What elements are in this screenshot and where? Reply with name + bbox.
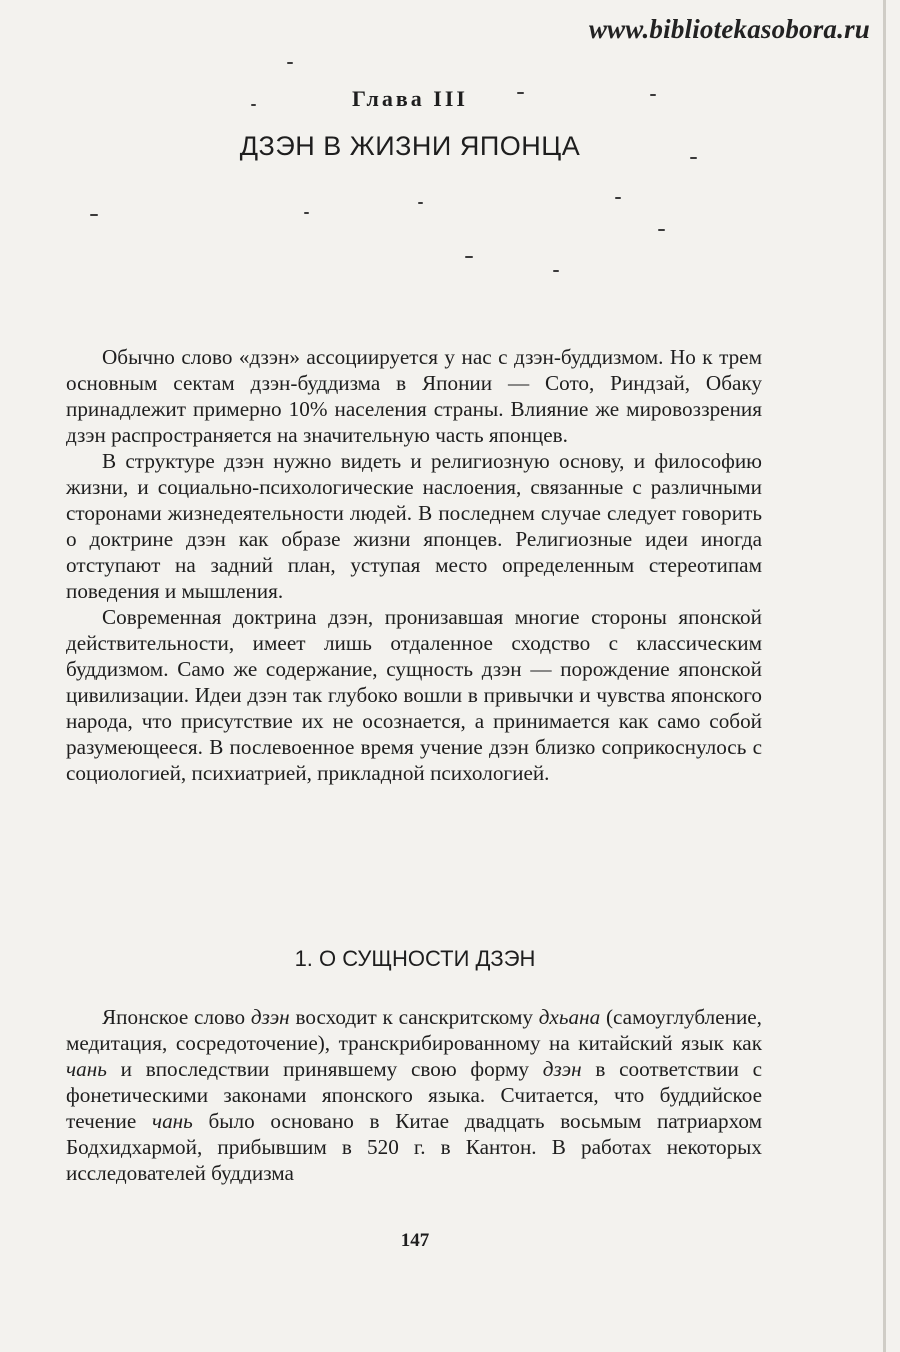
scan-speck [465, 256, 473, 258]
italic-term: чань [66, 1057, 107, 1081]
paragraph: Современная доктрина дзэн, пронизавшая многие стороны японской действительности, имеет лишь отдаленное сходство с классическим буддизмом. Само же содержание, сущность дзэн — порождение японской цивилизации. Идеи дзэн так глубоко вошли в привычки и чувства японского народа, что присутствие их не осознается, а принимается как само собой разумеющееся. В послевоенное время учение дзэн близко соприкоснулось с социологией, психиатрией, прикладной психологией. [66, 605, 762, 785]
paragraph [66, 1004, 762, 1186]
text-run: Японское слово [102, 1005, 251, 1029]
chapter-label: Глава III [352, 86, 468, 111]
italic-term: чань [151, 1109, 193, 1133]
italic-term: дзэн [250, 1005, 290, 1029]
section-title: 1. О СУЩНОСТИ ДЗЭН [294, 946, 536, 971]
scan-speck [90, 214, 98, 216]
paragraph: В структуре дзэн нужно видеть и религиозную основу, и философию жизни, и социально-психологические наслоения, связанные с различными сторонами жизнедеятельности людей. В последнем случае следует говорить о доктрине дзэн как образе жизни японцев. Религиозные идеи иногда отступают на задний план, уступая место определенным стереотипам поведения и мышления. [66, 449, 762, 603]
text-run: в соответствии с фонетическими законами японского языка. Считается, что буддийское течение [66, 1057, 762, 1133]
scan-speck [553, 270, 559, 272]
scan-speck [287, 62, 293, 64]
section-text [66, 1004, 762, 1186]
paragraph: Обычно слово «дзэн» ассоциируется у нас с дзэн-буддизмом. Но к трем основным сектам дзэн-буддизма в Японии — Сото, Риндзай, Обаку принадлежит примерно 10% населения страны. Влияние же мировоззрения дзэн распространяется на значительную часть японцев. [66, 345, 762, 447]
scan-speck [658, 229, 665, 231]
italic-term: дзэн [542, 1057, 582, 1081]
page-number: 147 [400, 1230, 430, 1251]
scan-speck [615, 197, 621, 199]
chapter-intro-text [66, 344, 762, 786]
scan-speck [304, 212, 309, 214]
page-edge-shadow [883, 0, 886, 1352]
text-run: было основано в Китае двадцать восьмым патриархом Бодхидхармой, прибывшим в 520 г. в Кантон. В работах некоторых исследователей буддизма [66, 1109, 763, 1185]
text-run: и впоследствии принявшему свою форму [106, 1057, 543, 1081]
text-run: (самоуглубление, медитация, сосредоточение), транскрибированному на китайский язык как [66, 1005, 762, 1055]
italic-term: дхьана [538, 1005, 601, 1029]
chapter-title: ДЗЭН В ЖИЗНИ ЯПОНЦА [239, 131, 581, 161]
text-run: восходит к санскритскому [289, 1005, 539, 1029]
scan-speck [418, 202, 423, 204]
watermark: www.bibliotekasobora.ru [588, 14, 870, 44]
